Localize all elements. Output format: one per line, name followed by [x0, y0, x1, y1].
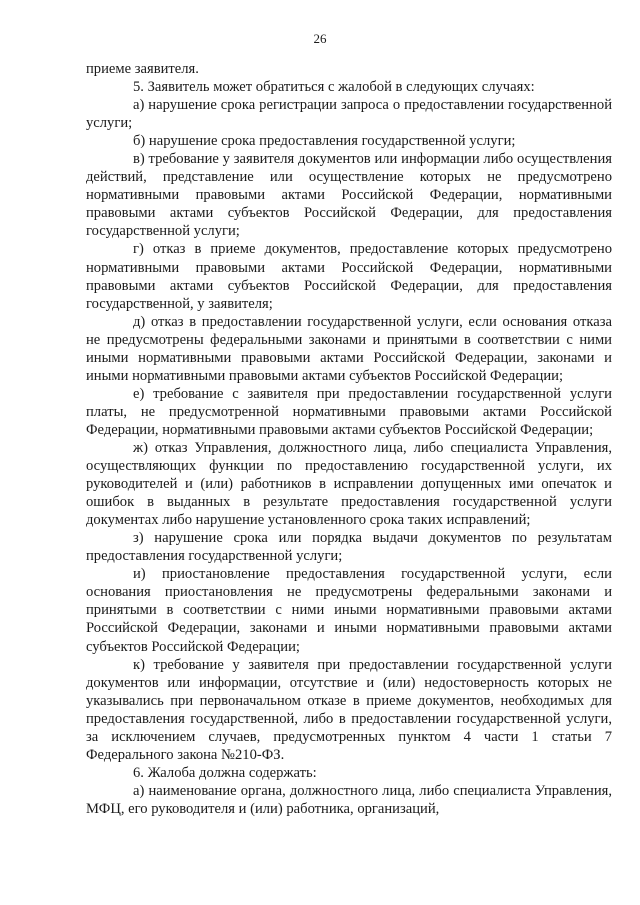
paragraph-item-k: к) требование у заявителя при предоставлении государственной услуги документов или информации, отсутствие и (или) недостоверность которых не указывались при первоначальном отказе в приеме документов, необходимых для предоставления государственной, либо в предоставлении государственной услуги, за исключением случаев, предусмотренных пунктом 4 части 1 статьи 7 Федерального закона №210-ФЗ.: [86, 656, 612, 763]
paragraph-item-6a: а) наименование органа, должностного лица, либо специалиста Управления, МФЦ, его руководителя и (или) работника, организаций,: [86, 782, 612, 817]
paragraph-item-g: г) отказ в приеме документов, предоставление которых предусмотрено нормативными правовыми актами Российской Федерации, нормативными правовыми актами субъектов Российской Федерации, для предоставления государственной, у заявителя;: [86, 241, 612, 312]
paragraph-continuation: приеме заявителя.: [86, 61, 199, 77]
paragraph-item-zh: ж) отказ Управления, должностного лица, либо специалиста Управления, осуществляющих функции по предоставлению государственной услуги, их руководителей и (или) работников в исправлении допущенных ими опечаток и ошибок в выданных в результате предоставления государственной услуги документах либо нарушение установленного срока таких исправлений;: [86, 439, 612, 529]
paragraph-item-d: д) отказ в предоставлении государственной услуги, если основания отказа не предусмотрены федеральными законами и принятыми в соответствии с ними иными нормативными правовыми актами Российской Федерации, законами и иными нормативными правовыми актами субъектов Российской Федерации;: [86, 313, 612, 384]
paragraph-item-5-heading: 5. Заявитель может обратиться с жалобой в следующих случаях:: [133, 79, 535, 96]
paragraph-item-z: з) нарушение срока или порядка выдачи документов по результатам предоставления государственной услуги;: [86, 530, 612, 565]
paragraph-item-b: б) нарушение срока предоставления государственной услуги;: [133, 133, 516, 150]
paragraph-item-6-heading: 6. Жалоба должна содержать:: [133, 764, 317, 781]
paragraph-item-a: а) нарушение срока регистрации запроса о предоставлении государственной услуги;: [86, 97, 612, 132]
document-body: [86, 60, 612, 818]
paragraph-item-v: в) требование у заявителя документов или информации либо осуществления действий, представление или осуществление которых не предусмотрено нормативными правовыми актами Российской Федерации, нормативными правовыми актами субъектов Российской Федерации, для предоставления государственной услуги;: [86, 151, 612, 240]
paragraph-item-i: и) приостановление предоставления государственной услуги, если основания приостановления не предусмотрены федеральными законами и принятыми в соответствии с ними иными нормативными правовыми актами Российской Федерации, законами и иными нормативными правовыми актами субъектов Российской Федерации;: [86, 566, 612, 655]
page-number: 26: [313, 31, 327, 46]
paragraph-item-e: е) требование с заявителя при предоставлении государственной услуги платы, не предусмотренной нормативными правовыми актами Российской Федерации, нормативными правовыми актами субъектов Российской Федерации;: [86, 385, 612, 438]
